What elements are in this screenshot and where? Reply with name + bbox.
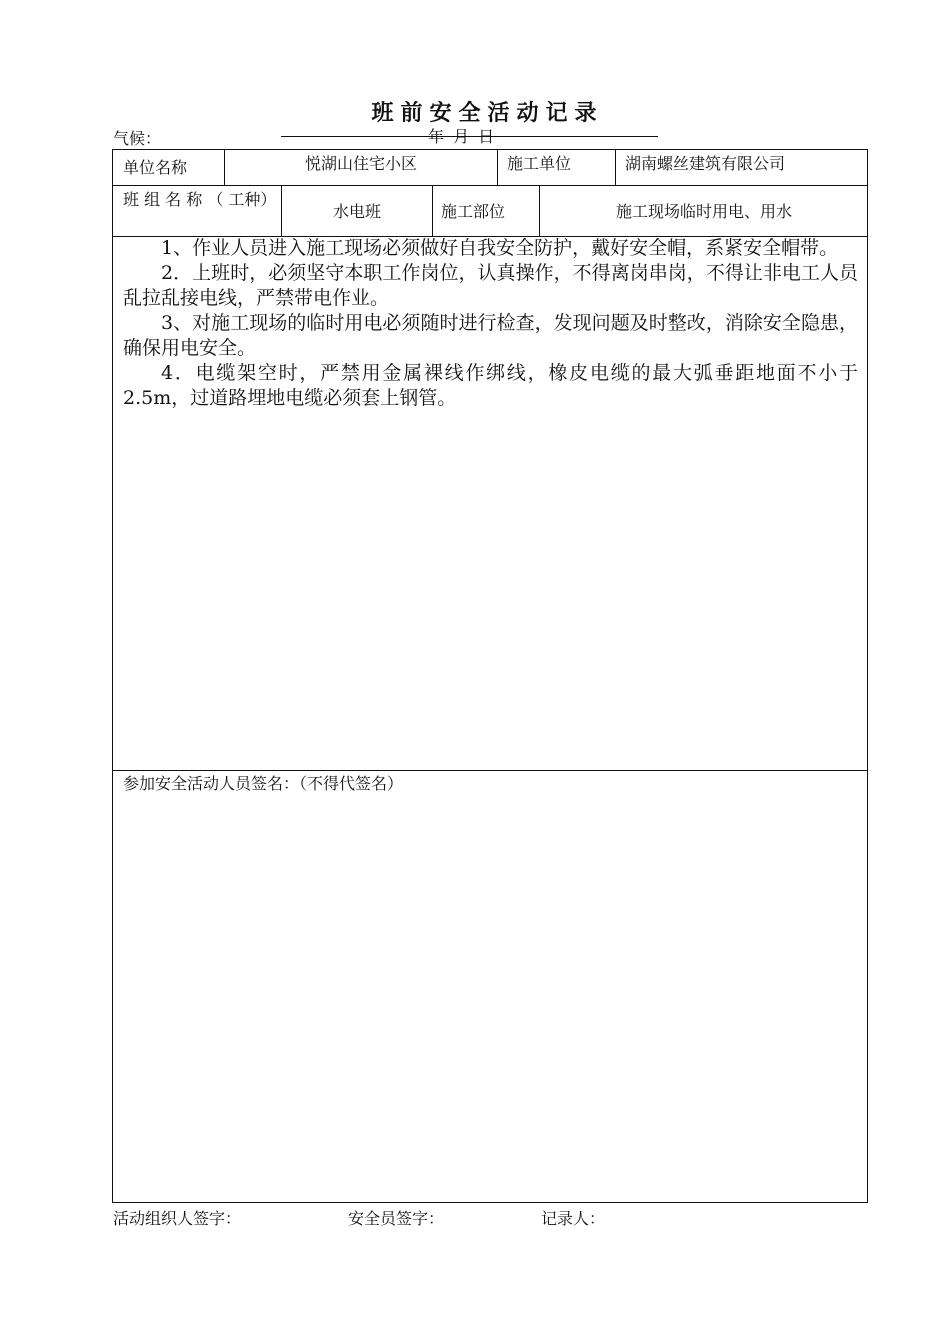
location-value: 施工现场临时用电、用水 (615, 202, 792, 221)
contractor-label: 施工单位 (507, 154, 572, 173)
safety-content (123, 236, 858, 411)
contractor-value: 湖南螺丝建筑有限公司 (625, 154, 786, 173)
content-paragraph: 1、作业人员进入施工现场必须做好自我安全防护，戴好安全帽，系紧安全帽带。 (161, 237, 839, 259)
column-divider (615, 149, 616, 185)
organizer-signature-label: 活动组织人签字： (113, 1209, 242, 1228)
unit-name-label: 单位名称 (123, 158, 188, 177)
document-title: 班前安全活动记录 (371, 100, 604, 126)
content-paragraph: 4．电缆架空时，严禁用金属裸线作绑线，橡皮电缆的最大弧垂距地面不小于2.5m，过道路埋地电缆必须套上钢管。 (123, 362, 858, 409)
recorder-label: 记录人： (541, 1209, 606, 1228)
row-divider (112, 185, 868, 186)
team-label: 班 组 名 称 （ 工种） (123, 190, 277, 209)
column-divider (497, 149, 498, 185)
signature-label: 参加安全活动人员签名：（不得代签名） (123, 774, 404, 793)
content-paragraph: 3、对施工现场的临时用电必须随时进行检查，发现问题及时整改，消除安全隐患，确保用电安全。 (123, 312, 858, 359)
team-value: 水电班 (332, 202, 381, 221)
date-label: 年 月 日 (428, 127, 497, 146)
safety-officer-signature-label: 安全员签字： (348, 1209, 445, 1228)
weather-label: 气候： (113, 129, 162, 148)
location-label: 施工部位 (441, 202, 506, 221)
content-paragraph: 2．上班时，必须坚守本职工作岗位，认真操作，不得离岗串岗，不得让非电工人员乱拉乱接电线，严禁带电作业。 (123, 262, 858, 309)
column-divider (432, 185, 433, 236)
unit-name-value: 悦湖山住宅小区 (304, 154, 417, 173)
